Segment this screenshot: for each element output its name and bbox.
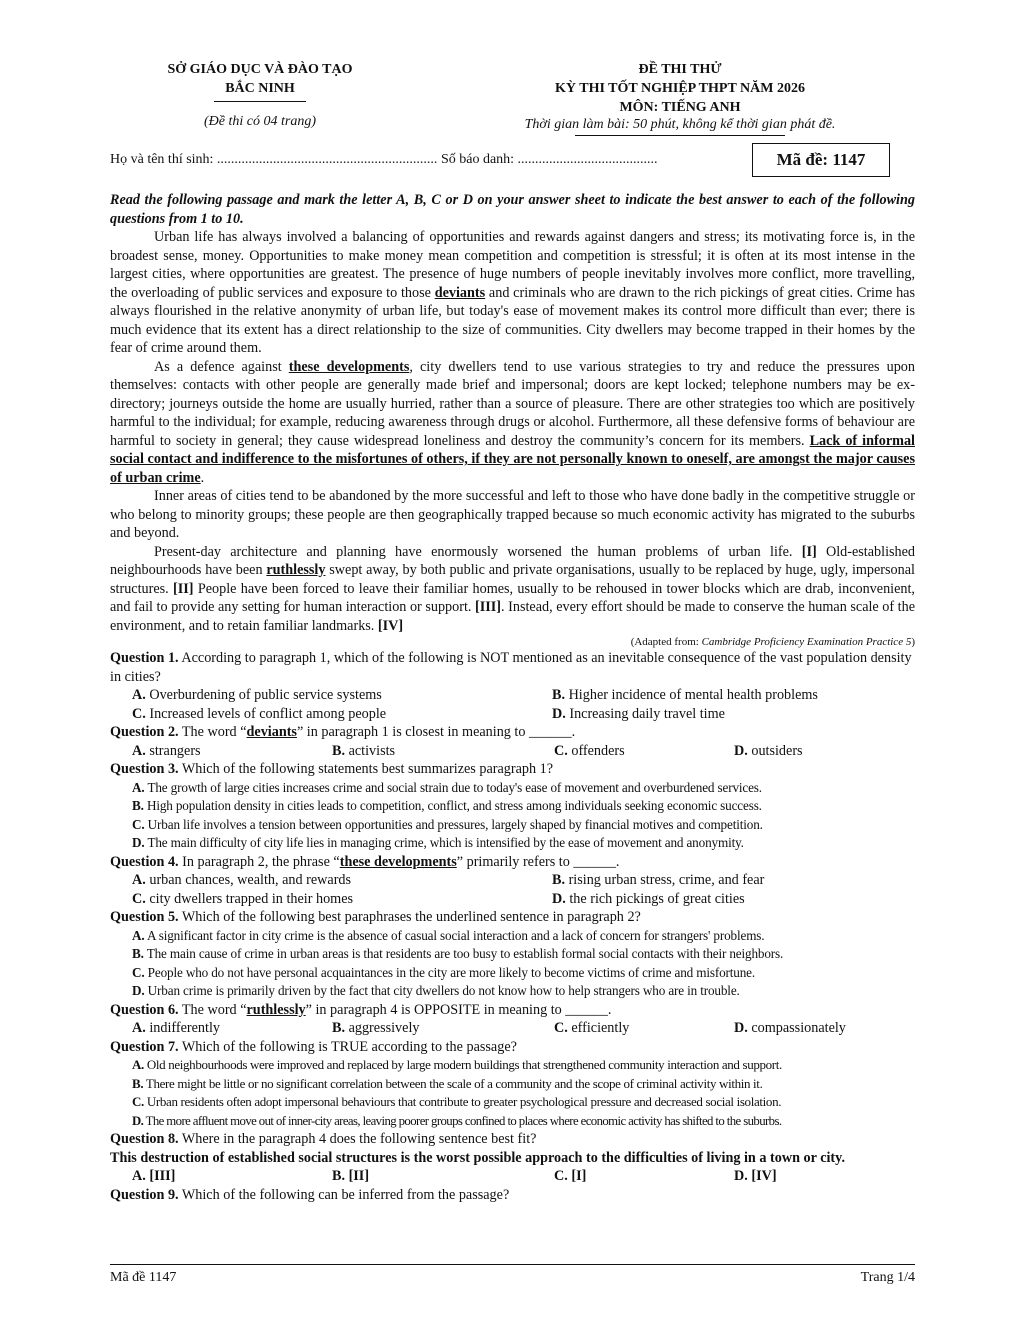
passage-source — [110, 635, 915, 649]
question-number: Question 7. — [110, 1038, 179, 1055]
option-text: The more affluent move out of inner-city areas, leaving poorer groups confined to places where economic activity has shifted to the suburbs. — [143, 1113, 782, 1128]
question-stem-b: ” primarily refers to ______. — [456, 853, 620, 870]
p2-underlined-phrase: these developments — [288, 358, 410, 375]
province-name: BẮC NINH — [225, 81, 295, 96]
option-b[interactable] — [332, 1167, 554, 1186]
header-divider — [214, 101, 306, 102]
option-a[interactable] — [132, 871, 552, 890]
option-letter: C. — [132, 964, 145, 980]
option-letter: C. — [132, 816, 145, 832]
p1-text-b: and criminals who are drawn to the rich pickings of great cities. Crime has always flourished in the relative anonymity of urban life, but today's ease of movement makes its control more difficult than ever; there is much evidence that its extent has a direct relationship to the size of communities. City dwellers may become trapped in their homes by the fear of crime around them. — [110, 284, 915, 356]
option-a[interactable] — [110, 779, 915, 798]
p4-text-e: . Instead, every effort should be made to conserve the human scale of the environment, and to retain familiar landmarks. — [110, 599, 916, 634]
candidate-name-field: Họ và tên thí sinh: ............................................................... — [110, 152, 441, 167]
option-letter: B. — [132, 946, 144, 961]
p4-text-c: swept away, by both public and private organisations, usually to be replaced by huge, ugly, impersonal structures. — [110, 562, 915, 597]
option-text: Higher incidence of mental health problems — [565, 687, 818, 703]
exam-title-header — [460, 60, 900, 136]
option-text: aggressively — [345, 1020, 420, 1036]
option-a[interactable] — [132, 742, 332, 761]
option-letter: C. — [132, 890, 146, 907]
option-b[interactable] — [110, 797, 915, 816]
option-text: offenders — [567, 742, 625, 759]
option-text: [III] — [145, 1168, 176, 1184]
option-c[interactable] — [554, 1167, 734, 1186]
option-letter: B. — [132, 798, 144, 813]
question-8-sentence: This destruction of established social structures is the worst possible approach to the difficulties of living in a town or city. — [110, 1149, 846, 1166]
p4-text-b: Old-established neighbourhoods have been — [110, 543, 916, 578]
option-text: [II] — [345, 1168, 370, 1184]
option-letter: B. — [332, 742, 346, 759]
option-text: [I] — [567, 1168, 587, 1184]
p1-underlined-word: deviants — [434, 284, 486, 301]
question-number: Question 9. — [110, 1186, 179, 1203]
option-letter: A. — [132, 1057, 144, 1072]
insert-marker-1: [I] — [801, 543, 817, 560]
option-text: [IV] — [747, 1168, 777, 1184]
option-text: A significant factor in city crime is the absence of casual social interaction and a lack of concern for strangers' problems. — [144, 927, 765, 943]
option-letter: C. — [132, 1094, 144, 1109]
time-note: Thời gian làm bài: 50 phút, không kể thời gian phát đề. — [524, 117, 836, 132]
option-text: rising urban stress, crime, and fear — [565, 872, 765, 888]
option-letter: C. — [554, 1168, 568, 1184]
question-6-options — [110, 1019, 915, 1038]
option-letter: A. — [132, 779, 145, 795]
p4-text-d: People have been forced to leave their familiar homes, usually to be rehoused in tower blocks which are drab, inconvenient, and fail to provide any setting for human interaction or support. — [110, 580, 915, 615]
option-a[interactable] — [132, 686, 552, 705]
option-letter: B. — [332, 1168, 346, 1184]
option-text: Increased levels of conflict among people — [145, 705, 387, 722]
insert-marker-2: [II] — [173, 580, 194, 597]
department-header — [110, 60, 410, 130]
option-text: Increasing daily travel time — [565, 705, 725, 722]
exam-type: ĐỀ THI THỬ — [638, 62, 722, 77]
option-letter: A. — [132, 927, 145, 943]
footer-exam-code: Mã đề 1147 — [110, 1270, 177, 1285]
question-3 — [110, 760, 915, 779]
option-c[interactable] — [110, 1093, 915, 1112]
question-stem-a: The word “ — [178, 1001, 247, 1018]
option-b[interactable] — [332, 1019, 554, 1038]
option-text: The growth of large cities increases crime and social strain due to today's ease of movement and overburdened services. — [144, 779, 762, 795]
question-stem: Which of the following is TRUE according to the passage? — [178, 1038, 517, 1055]
question-number: Question 4. — [110, 853, 179, 870]
question-target-word: ruthlessly — [246, 1001, 306, 1018]
question-number: Question 1. — [110, 650, 179, 666]
question-2 — [110, 723, 915, 742]
question-number: Question 3. — [110, 761, 179, 777]
option-d[interactable] — [734, 742, 914, 761]
option-d[interactable] — [110, 982, 915, 1001]
option-letter: B. — [552, 872, 566, 888]
option-c[interactable] — [554, 1019, 734, 1038]
question-number: Question 6. — [110, 1001, 179, 1018]
p2-text-a: As a defence against — [154, 358, 289, 375]
option-b[interactable] — [110, 945, 915, 964]
option-letter: D. — [734, 1020, 748, 1036]
option-b[interactable] — [552, 871, 932, 890]
exam-content — [110, 191, 915, 1204]
option-text: compassionately — [747, 1020, 846, 1036]
option-text: The main cause of crime in urban areas is that residents are too busy to establish formal social contacts with their neighbors. — [143, 946, 784, 961]
question-1 — [110, 649, 915, 686]
source-title: Cambridge Proficiency Examination Practice 5 — [701, 636, 912, 648]
question-2-options — [110, 742, 915, 761]
option-text: urban chances, wealth, and rewards — [145, 872, 352, 888]
option-letter: B. — [132, 1075, 144, 1091]
passage-paragraph-3: Inner areas of cities tend to be abandoned by the more successful and left to those who have done badly in the competitive struggle or who belong to minority groups; these people are then geographically trapped because so much economic activity has migrated to the suburbs and beyond. — [110, 488, 915, 541]
option-d[interactable] — [734, 1167, 914, 1186]
p2-underlined-sentence: Lack of informal social contact and indifference to the misfortunes of others, if they are not personally known to oneself, are amongst the major causes of urban crime — [110, 432, 915, 486]
department-name: SỞ GIÁO DỤC VÀ ĐÀO TẠO — [167, 62, 353, 77]
candidate-number-field: Số báo danh: ........................................ — [440, 152, 658, 167]
question-8-options — [110, 1167, 915, 1186]
option-text: High population density in cities leads to competition, conflict, and stress among individuals seeking economic success. — [143, 798, 762, 813]
option-letter: A. — [132, 1168, 146, 1184]
option-letter: A. — [132, 1020, 146, 1036]
question-target-phrase: these developments — [339, 853, 457, 870]
option-letter: D. — [132, 835, 145, 850]
question-stem-b: ” in paragraph 4 is OPPOSITE in meaning to ______. — [305, 1001, 612, 1018]
option-c[interactable] — [132, 705, 552, 724]
exam-name: KỲ THI TỐT NGHIỆP THPT NĂM 2026 — [555, 81, 805, 96]
passage-paragraph-1 — [110, 228, 915, 358]
option-text: Overburdening of public service systems — [145, 687, 382, 703]
question-4 — [110, 853, 915, 872]
option-letter: D. — [132, 983, 145, 998]
option-letter: B. — [552, 687, 566, 703]
question-stem-a: In paragraph 2, the phrase “ — [178, 853, 340, 870]
passage-paragraph-4 — [110, 543, 915, 636]
option-c[interactable] — [110, 964, 915, 983]
footer-divider — [110, 1264, 915, 1265]
question-number: Question 5. — [110, 909, 179, 925]
option-a[interactable] — [110, 1056, 915, 1075]
question-stem: According to paragraph 1, which of the following is NOT mentioned as an inevitable consequence of the vast population density in cities? — [110, 650, 912, 685]
question-stem: Which of the following can be inferred from the passage? — [178, 1186, 510, 1203]
reading-instruction: Read the following passage and mark the letter A, B, C or D on your answer sheet to indicate the best answer to each of the following questions from 1 to 10. — [110, 192, 915, 227]
option-text: outsiders — [747, 742, 803, 759]
option-letter: A. — [132, 687, 146, 703]
question-target-word: deviants — [246, 724, 297, 740]
option-text: Old neighbourhoods were improved and replaced by large modern buildings that strengthened community interaction and support. — [143, 1057, 782, 1072]
option-b[interactable] — [332, 742, 554, 761]
candidate-info — [110, 152, 658, 168]
exam-code-box: Mã đề: 1147 — [752, 143, 890, 177]
subject-name: MÔN: TIẾNG ANH — [619, 100, 741, 115]
option-text: the rich pickings of great cities — [565, 890, 745, 907]
option-letter: C. — [554, 742, 568, 759]
question-9 — [110, 1186, 915, 1205]
question-5 — [110, 908, 915, 927]
option-c[interactable] — [110, 816, 915, 835]
footer-page-number: Trang 1/4 — [860, 1270, 915, 1285]
question-stem-b: ” in paragraph 1 is closest in meaning to ______. — [296, 724, 576, 740]
option-text: efficiently — [567, 1020, 630, 1036]
option-a[interactable] — [132, 1019, 332, 1038]
option-letter: A. — [132, 742, 146, 759]
option-a[interactable] — [110, 927, 915, 946]
source-suffix: ) — [911, 636, 915, 648]
option-text: strangers — [145, 742, 201, 759]
option-text: Urban life involves a tension between opportunities and pressures, largely shaped by financial motives and competition. — [144, 816, 763, 832]
option-letter: D. — [132, 1113, 144, 1128]
option-letter: C. — [132, 705, 146, 722]
p4-underlined-word: ruthlessly — [266, 562, 326, 578]
option-d[interactable] — [110, 834, 915, 853]
option-b[interactable] — [110, 1075, 915, 1094]
option-letter: D. — [552, 705, 566, 722]
option-c[interactable] — [554, 742, 734, 761]
insert-marker-4: [IV] — [377, 617, 404, 634]
option-d[interactable] — [552, 890, 932, 909]
question-1-options — [110, 686, 915, 723]
insert-marker-3: [III] — [475, 599, 502, 615]
p4-text-a: Present-day architecture and planning have enormously worsened the human problems of urban life. — [154, 543, 802, 560]
question-stem: Where in the paragraph 4 does the following sentence best fit? — [178, 1131, 537, 1147]
option-d[interactable] — [110, 1112, 915, 1131]
option-text: There might be little or no significant correlation between the scale of a community and the scope of criminal activity within it. — [143, 1075, 763, 1091]
p2-text-b: , city dwellers tend to use various strategies to try and reduce the pressures upon themselves: contacts with other people are generally made brief and impersonal; doors are kept locked; telephone numbers may be ex-directory; journeys outside the home are usually hurried, rather than a source of pleasure. There are other strategies too which are positively harmful to the individual; for example, reducing awareness through drugs or alcohol. Furthermore, all these defensive forms of behaviour are harmful to society in general; they cause widespread loneliness and destroy the community’s concern for its members. — [110, 358, 915, 449]
p2-text-c: . — [200, 469, 205, 486]
question-7 — [110, 1038, 915, 1057]
question-stem: Which of the following best paraphrases the underlined sentence in paragraph 2? — [178, 909, 641, 925]
question-6 — [110, 1001, 915, 1020]
option-b[interactable] — [552, 686, 932, 705]
page-count-note: (Đề thi có 04 trang) — [204, 114, 316, 129]
option-a[interactable] — [132, 1167, 332, 1186]
option-text: People who do not have personal acquaintances in the city are more likely to become victims of crime and misfortune. — [144, 964, 756, 980]
question-number: Question 8. — [110, 1131, 179, 1147]
passage-paragraph-2 — [110, 358, 915, 488]
header-divider-right — [575, 135, 785, 136]
option-letter: D. — [734, 742, 748, 759]
option-letter: D. — [552, 890, 566, 907]
option-text: Urban crime is primarily driven by the fact that city dwellers do not know how to help strangers who are in trouble. — [144, 983, 740, 998]
question-stem-a: The word “ — [178, 724, 247, 740]
p1-text-a: Urban life has always involved a balancing of opportunities and rewards against dangers and stress; its motivating force is, in the broadest sense, money. Opportunities to make money mean competition and competition is stressful; it is often at its most intense in the largest cities, where opportunities are greatest. The presence of huge numbers of people inevitably involves more conflict, more travelling, the overloading of public services and exposure to those — [110, 229, 915, 301]
option-text: Urban residents often adopt impersonal behaviours that contribute to greater psychological pressure and decreased social isolation. — [143, 1094, 782, 1109]
option-letter: D. — [734, 1168, 748, 1184]
option-text: indifferently — [145, 1020, 220, 1036]
question-8 — [110, 1130, 915, 1149]
option-text: city dwellers trapped in their homes — [145, 890, 354, 907]
option-letter: C. — [554, 1020, 568, 1036]
source-prefix: (Adapted from: — [630, 636, 702, 648]
option-d[interactable] — [552, 705, 932, 724]
question-4-options — [110, 871, 915, 908]
option-text: activists — [345, 742, 396, 759]
option-letter: A. — [132, 872, 146, 888]
option-letter: B. — [332, 1020, 346, 1036]
option-text: The main difficulty of city life lies in managing crime, which is intensified by the ease of movement and anonymity. — [144, 835, 744, 850]
question-stem: Which of the following statements best summarizes paragraph 1? — [178, 761, 554, 777]
option-c[interactable] — [132, 890, 552, 909]
question-number: Question 2. — [110, 724, 179, 740]
option-d[interactable] — [734, 1019, 914, 1038]
